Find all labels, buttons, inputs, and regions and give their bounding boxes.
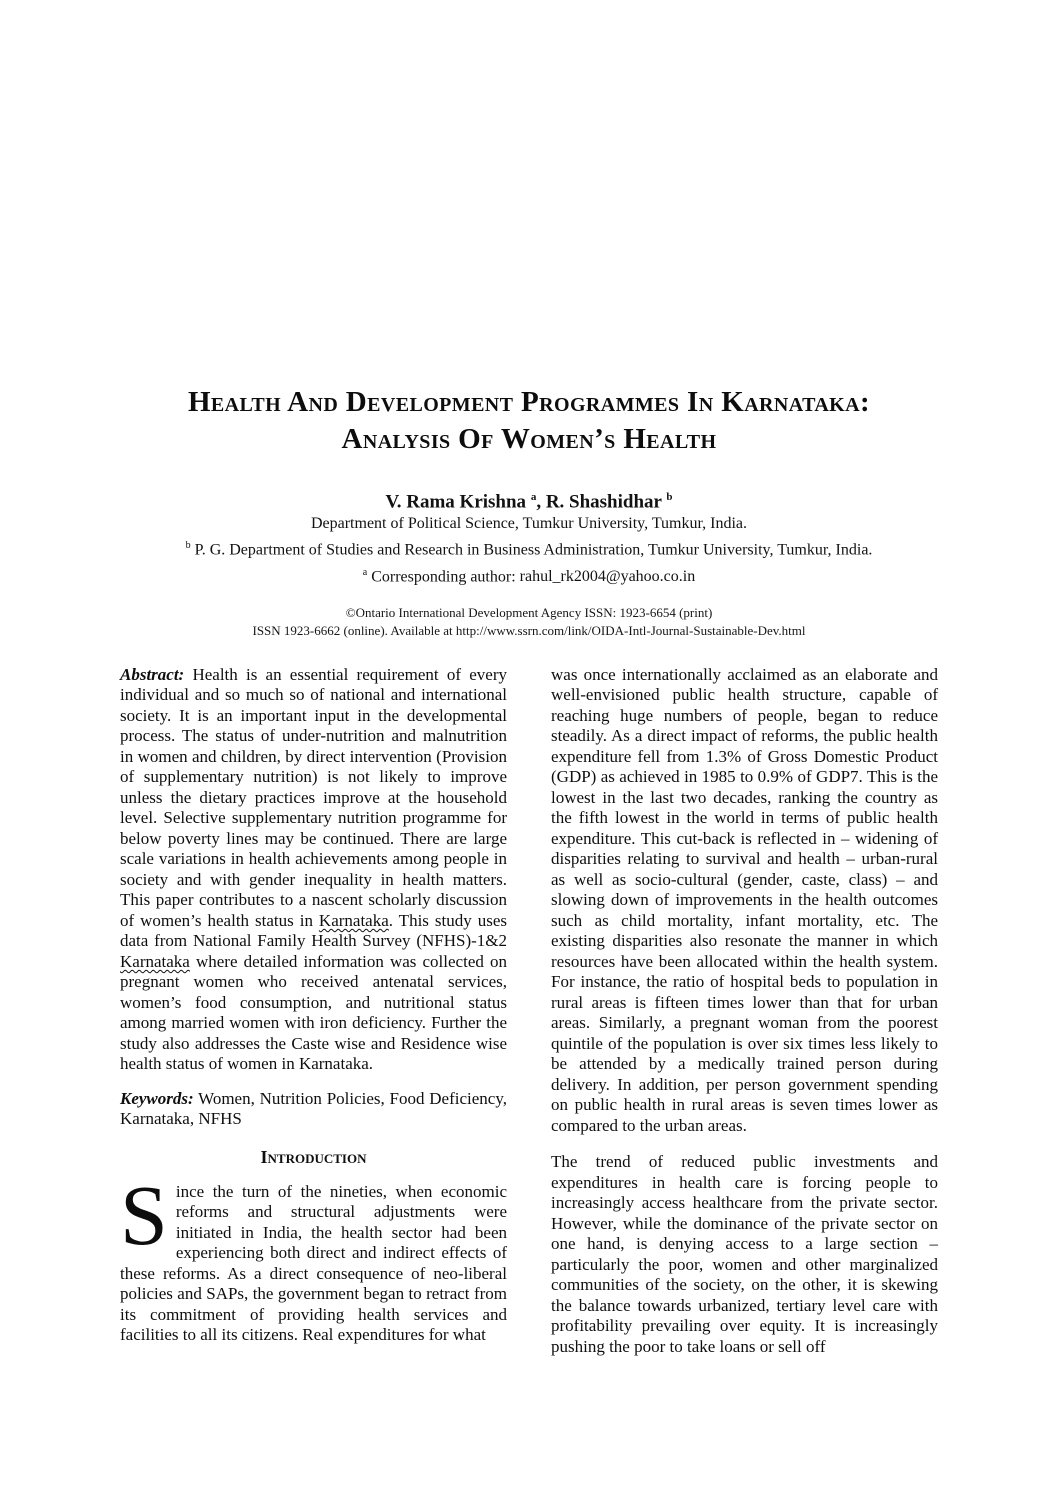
author-separator: , xyxy=(536,491,546,513)
journal-url-link[interactable]: http://www.ssrn.com/link/OIDA-Intl-Journal-Sustainable-Dev.html xyxy=(455,622,806,638)
abstract-underlined-word-2: Karnataka xyxy=(120,951,190,971)
abstract-text-1: Health is an essential requirement of every individual and so much so of national and international society. It is an important input in the developmental process. The status of under-nutrition and malnutrition in women and children, by direct intervention (Provision of supplementary nutrition) is not likely to improve unless the dietary practices improve at the household level. Selective supplementary nutrition programme for below poverty lines may be continued. There are large scale variations in health achievements among people in society and with gender inequality in health matters. This paper contributes to a nascent scholarly discussion of women’s health status in xyxy=(120,664,507,930)
corresponding-author-line xyxy=(120,562,938,588)
corresponding-author-label: Corresponding author: xyxy=(367,567,516,585)
keywords-paragraph xyxy=(120,1089,507,1130)
author-name-1: V. Rama Krishna xyxy=(385,491,527,513)
left-column xyxy=(120,665,507,1372)
author-superscript-a: a xyxy=(530,491,537,503)
drop-cap: S xyxy=(120,1166,168,1263)
two-column-body xyxy=(120,665,938,1372)
publisher-line-2 xyxy=(120,622,938,640)
issn-online-text: ISSN 1923-6662 (online). Available at xyxy=(252,622,456,638)
abstract-underlined-word-1: Karnataka xyxy=(318,910,389,930)
right-column xyxy=(551,665,938,1372)
affiliation-line-2-text: P. G. Department of Studies and Research in Business Administration, Tumkur University, Tumkur, India. xyxy=(190,541,873,559)
abstract-text-3: where detailed information was collected on pregnant women who received antenatal services, women’s food consumption, and nutritional status among married women with iron deficiency. Further the study also addresses the Caste wise and Residence wise health status of women in Karnataka. xyxy=(120,951,507,1074)
author-name-2: R. Shashidhar xyxy=(545,491,662,513)
affiliation-block xyxy=(120,513,938,588)
abstract-paragraph xyxy=(120,665,507,1075)
authors-line xyxy=(120,486,938,513)
introduction-text: ince the turn of the nineties, when economic reforms and structural adjustments were initiated in India, the health sector had been experiencing both direct and indirect effects of these reforms. As a direct consequence of neo-liberal policies and SAPs, the government began to retract from its commitment of providing health services and facilities to all its citizens. Real expenditures for what xyxy=(120,1181,507,1345)
page-title-line-1: Health And Development Programmes In Karnataka: xyxy=(187,386,871,418)
page-title xyxy=(120,384,938,458)
abstract-label: Abstract: xyxy=(120,664,185,684)
page-content xyxy=(120,0,938,1371)
body-paragraph-1: was once internationally acclaimed as an elaborate and well-envisioned public health structure, capable of reaching huge numbers of people, began to reduce steadily. As a direct impact of reforms, the public health expenditure fell from 1.3% of Gross Domestic Product (GDP) as achieved in 1985 to 0.9% of GDP7. This is the lowest in the last two decades, ranking the country as the fifth lowest in the world in terms of public health expenditure. This cut-back is reflected in – widening of disparities relating to survival and health – urban-rural as well as socio-cultural (gender, caste, class) – and slowing down of improvements in the health outcomes such as child mortality, infant mortality, etc. The existing disparities also resonate the manner in which resources have been allocated within the health system. For instance, the ratio of hospital beds to population in rural areas is fifteen times lower than that for urban areas. Similarly, a pregnant woman from the poorest quintile of the population is over six times less likely to be attended by a medically trained person during delivery. In addition, per person government spending on public health in rural areas is seven times lower as compared to the urban areas. xyxy=(551,664,938,1135)
keywords-text: Women, Nutrition Policies, Food Deficiency, Karnataka, NFHS xyxy=(120,1088,507,1129)
page-title-line-2: Analysis Of Women’s Health xyxy=(341,423,717,455)
affiliation-line-1: Department of Political Science, Tumkur University, Tumkur, India. xyxy=(310,515,748,533)
introduction-heading: Introduction xyxy=(260,1146,367,1167)
corresponding-email-link[interactable]: rahul_rk2004@yahoo.co.in xyxy=(519,567,696,585)
introduction-paragraph xyxy=(120,1166,507,1346)
body-paragraph-2: The trend of reduced public investments and expenditures in health care is forcing people to increasingly access healthcare from the private sector. However, while the dominance of the private sector on one hand, is denying access to a large section – particularly the poor, women and other marginalized communities of the society, on the other, it is skewing the balance towards urbanized, tertiary level care with profitability prevailing over equity. It is increasingly pushing the poor to take loans or sell off xyxy=(551,1152,938,1356)
abstract-text-2: . This study uses data from National Family Health Survey (NFHS)-1&2 xyxy=(120,910,507,951)
publisher-block xyxy=(120,604,938,640)
affiliation-line-2 xyxy=(120,535,938,561)
publisher-line-1: ©Ontario International Development Agency ISSN: 1923-6654 (print) xyxy=(345,604,713,620)
affiliation-superscript-b: b xyxy=(185,540,191,552)
author-superscript-b: b xyxy=(666,491,673,503)
corresponding-superscript-a: a xyxy=(362,566,368,578)
keywords-label: Keywords: xyxy=(120,1088,194,1108)
